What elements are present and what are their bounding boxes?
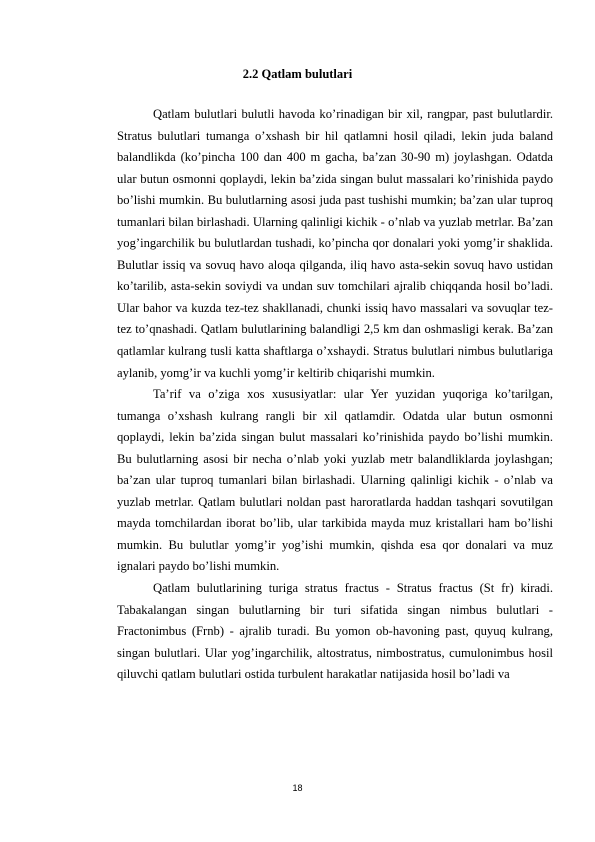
page-number: 18 <box>292 783 303 793</box>
paragraph-2: Ta’rif va o’ziga xos xususiyatlar: ular Yer yuzidan yuqoriga ko’tarilgan, tumanga o’xshash kulrang rangli bir xil qatlamdir. Odatda ular butun osmonni qoplaydi, lekin ba’zida singan bulut massalari ko’rinishida paydo bo’lishi mumkin. Bu bulutlarning asosi bir necha o’nlab yoki yuzlab metr balandliklarda joylashgan; ba’zan ular tuproq tumanlari bilan birlashadi. Ularning qalinligi kichik - o’nlab va yuzlab metrlar. Qatlam bulutlari noldan past haroratlarda haddan tashqari sovutilgan mayda tomchilardan iborat bo’lib, ular tarkibida mayda muz kristallari ham bo’lishi mumkin. Bu bulutlar yomg’ir yog’ishi mumkin, qishda esa qor donalari va muz ignalari paydo bo’lishi mumkin. <box>117 387 553 574</box>
paragraph-1: Qatlam bulutlari bulutli havoda ko’rinadigan bir xil, rangpar, past bulutlardir. Stratus bulutlari tumanga o’xshash bir hil qatlamni hosil qiladi, lekin juda baland balandlikda (ko’pincha 100 dan 400 m gacha, ba’zan 30-90 m) joylashgan. Odatda ular butun osmonni qoplaydi, lekin ba’zida singan bulut massalari ko’rinishida paydo bo’lishi mumkin. Bu bulutlarning asosi juda past tushishi mumkin; ba’zan ular tuproq tumanlari bilan birlashadi. Ularning qalinligi kichik - o’nlab va yuzlab metrlar. Ba’zan yog’ingarchilik bu bulutlardan tushadi, ko’pincha qor donalari yoki yomg’ir shaklida. Bulutlar issiq va sovuq havo aloqa qilganda, iliq havo asta-sekin sovuq havo ustidan ko’tarilib, asta-sekin soviydi va undan suv tomchilari ajralib chiqqanda hosil bo’ladi. Ular bahor va kuzda tez-tez shakllanadi, chunki issiq havo massalari va sovuqlar tez-tez to’qnashadi. Qatlam bulutlarining balandligi 2,5 km dan oshmasligi kerak. Ba’zan qatlamlar kulrang tusli katta shaftlarga o’xshaydi. Stratus bulutlari nimbus bulutlariga aylanib, yomg’ir va kuchli yomg’ir keltirib chiqarishi mumkin. <box>117 107 553 380</box>
body-text <box>117 104 553 686</box>
paragraph-3: Qatlam bulutlarining turiga stratus fractus - Stratus fractus (St fr) kiradi. Tabakalangan singan bulutlarning bir turi sifatida singan nimbus bulutlari - Fractonimbus (Frnb) - ajralib turadi. Bu yomon ob-havoning past, quyuq kulrang, singan bulutlari. Ular yog’ingarchilik, altostratus, nimbostratus, cumulonimbus hosil qiluvchi qatlam bulutlari ostida turbulent harakatlar natijasida hosil bo’ladi va <box>117 581 553 682</box>
section-title: 2.2 Qatlam bulutlari <box>242 67 353 81</box>
